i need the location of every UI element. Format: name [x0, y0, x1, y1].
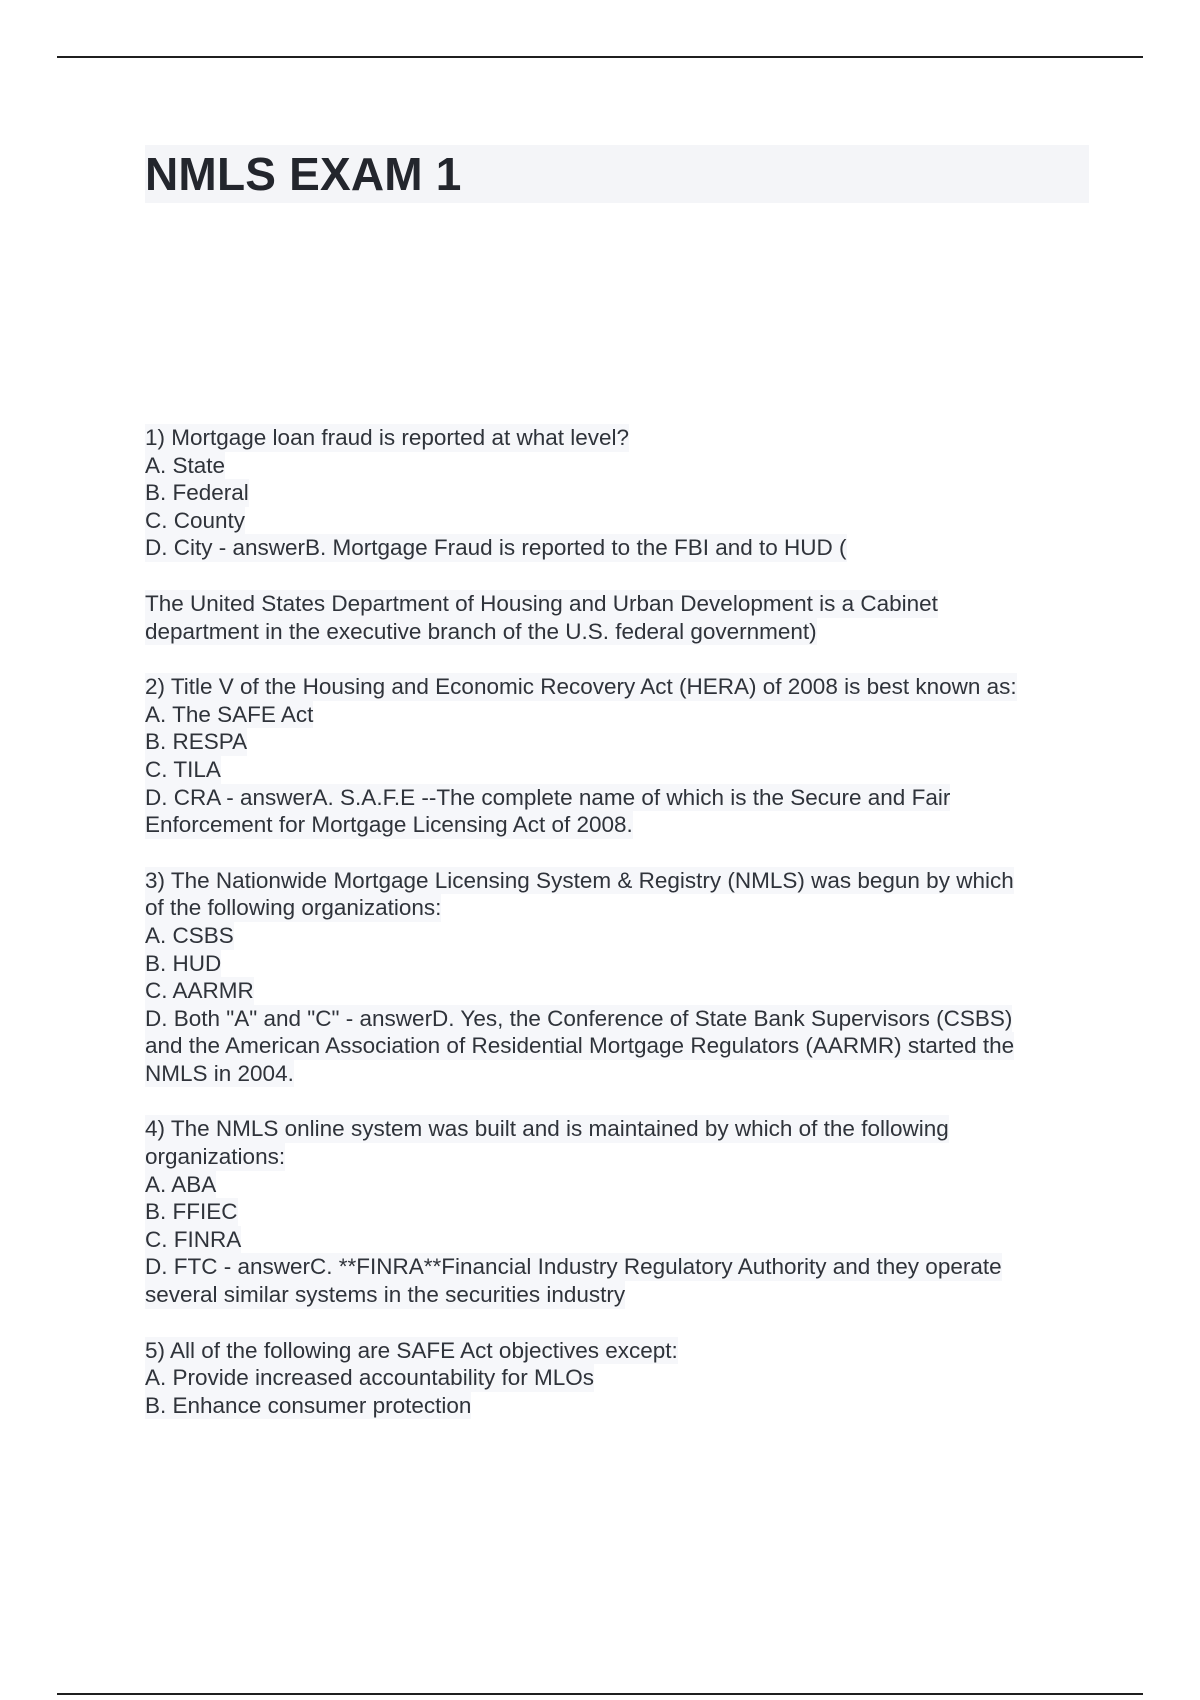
question-block — [145, 590, 1090, 645]
question-list — [145, 424, 1090, 1447]
text-line: B. Federal — [145, 480, 249, 506]
text-line: C. TILA — [145, 756, 221, 782]
text-line: D. CRA - answerA. S.A.F.E --The complete name of which is the Secure and Fair — [145, 784, 951, 810]
text-line: and the American Association of Residential Mortgage Regulators (AARMR) started the — [145, 1033, 1015, 1059]
text-line: NMLS in 2004. — [145, 1060, 294, 1086]
text-line: The United States Department of Housing and Urban Development is a Cabinet — [145, 590, 938, 616]
text-line: A. State — [145, 452, 226, 478]
bottom-rule — [57, 1693, 1143, 1695]
text-line: 1) Mortgage loan fraud is reported at what level? — [145, 425, 630, 450]
text-line: D. Both "A" and "C" - answerD. Yes, the Conference of State Bank Supervisors (CSBS) — [145, 1005, 1013, 1031]
text-line: C. FINRA — [145, 1226, 242, 1252]
text-line: C. AARMR — [145, 978, 254, 1004]
text-line: several similar systems in the securities industry — [145, 1282, 626, 1308]
text-line: B. FFIEC — [145, 1199, 238, 1225]
text-line: 5) All of the following are SAFE Act objectives except: — [145, 1337, 678, 1363]
text-line: of the following organizations: — [145, 895, 442, 921]
text-line: 3) The Nationwide Mortgage Licensing System & Registry (NMLS) was begun by which — [145, 867, 1014, 893]
page-title: NMLS EXAM 1 — [145, 148, 462, 200]
text-line: A. Provide increased accountability for MLOs — [145, 1365, 594, 1391]
text-line: B. Enhance consumer protection — [145, 1392, 472, 1418]
text-line: A. ABA — [145, 1171, 217, 1197]
text-line: B. HUD — [145, 950, 222, 976]
question-block — [145, 1337, 1090, 1420]
question-block — [145, 673, 1090, 839]
text-line: 2) Title V of the Housing and Economic Recovery Act (HERA) of 2008 is best known as: — [145, 674, 1017, 700]
top-rule — [57, 56, 1143, 58]
text-line: 4) The NMLS online system was built and is maintained by which of the following — [145, 1116, 949, 1142]
text-line: A. The SAFE Act — [145, 701, 314, 727]
text-line: organizations: — [145, 1144, 286, 1170]
text-line: D. FTC - answerC. **FINRA**Financial Industry Regulatory Authority and they operate — [145, 1254, 1002, 1280]
question-block — [145, 867, 1090, 1088]
text-line: B. RESPA — [145, 729, 248, 755]
text-line: department in the executive branch of the U.S. federal government) — [145, 618, 817, 644]
text-line: C. County — [145, 507, 246, 533]
text-line: D. City - answerB. Mortgage Fraud is reported to the FBI and to HUD ( — [145, 535, 847, 561]
text-line: A. CSBS — [145, 922, 234, 948]
question-block — [145, 1115, 1090, 1308]
question-block — [145, 424, 1090, 562]
text-line: Enforcement for Mortgage Licensing Act of 2008. — [145, 812, 633, 838]
